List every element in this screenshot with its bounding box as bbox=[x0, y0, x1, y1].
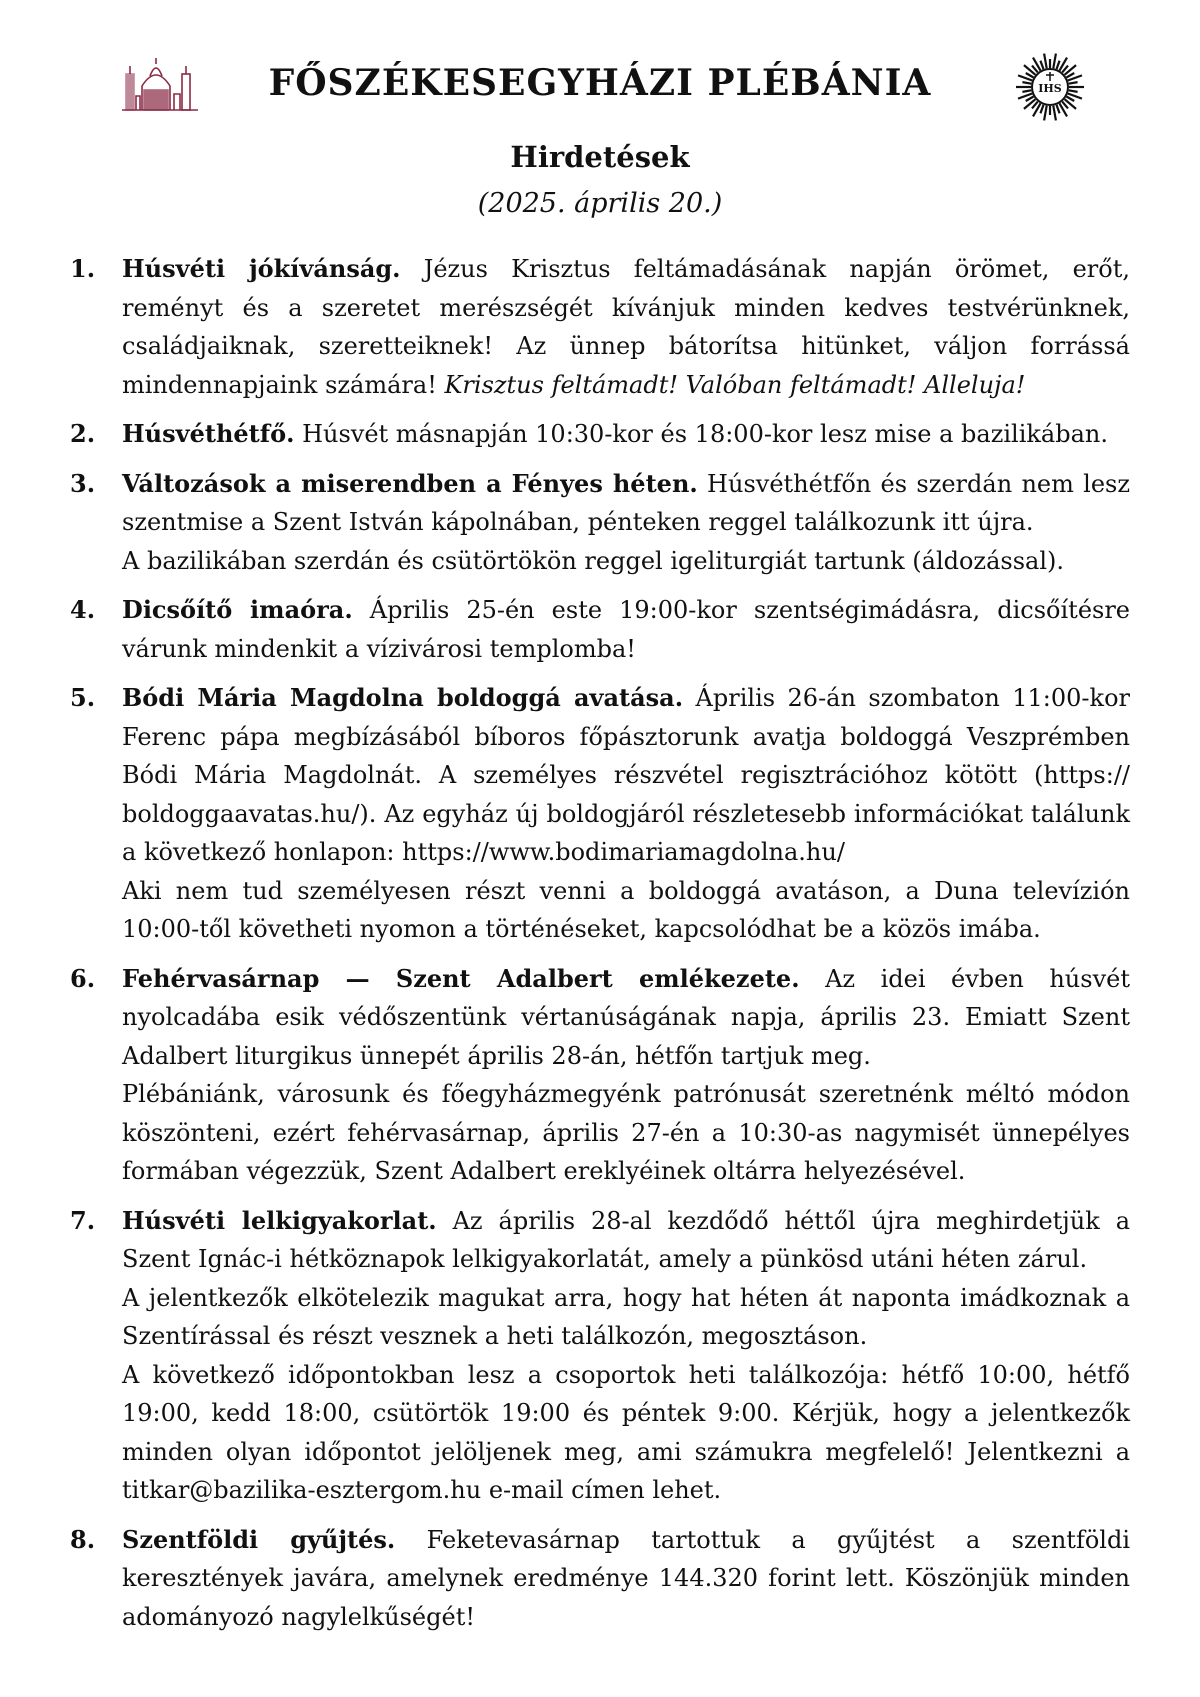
item-text: Feketevasárnap tartottuk a gyűjtést a szentföldi keresztények javára, amelynek eredménye 144.320 forint lett. Köszönjük minden adományozó nagylelkűségét! bbox=[122, 1525, 1130, 1631]
item-heading: Fehérvasárnap — Szent Adalbert emlékezete. bbox=[122, 963, 800, 993]
announcement-list bbox=[70, 250, 1130, 1647]
seal-ray bbox=[1053, 54, 1056, 69]
seal-ray bbox=[1056, 105, 1059, 113]
item-heading: Húsvéti lelkigyakorlat. bbox=[122, 1205, 437, 1235]
parish-title: FŐSZÉKESEGYHÁZI PLÉBÁNIA bbox=[268, 62, 932, 104]
seal-ray bbox=[1022, 82, 1031, 84]
seal-ray bbox=[1069, 82, 1078, 84]
section-title: Hirdetések bbox=[510, 140, 690, 174]
item-text: Húsvéthétfőn és szerdán nem lesz szentmise a Szent István kápolnában, pénteken reggel találkozunk itt újra. bbox=[122, 469, 1131, 536]
seal-ray bbox=[1026, 73, 1034, 78]
seal-ray bbox=[1040, 105, 1043, 113]
seal-ray bbox=[1022, 90, 1031, 92]
item-number: 4. bbox=[70, 595, 96, 624]
announcement-item bbox=[70, 1521, 1130, 1637]
announcement-item bbox=[70, 591, 1130, 668]
announcement-item bbox=[70, 415, 1130, 454]
seal-ray bbox=[1066, 97, 1074, 102]
item-italic-text: Krisztus feltámadt! Valóban feltámadt! Alleluja! bbox=[444, 370, 1026, 399]
item-paragraph bbox=[122, 1202, 1130, 1279]
item-number: 8. bbox=[70, 1524, 96, 1554]
item-number: 2. bbox=[70, 419, 96, 448]
seal-ray bbox=[1044, 54, 1047, 69]
item-paragraph bbox=[122, 465, 1130, 542]
item-number: 3. bbox=[70, 468, 96, 498]
seal-ray bbox=[1069, 90, 1078, 92]
seal-ray bbox=[1056, 61, 1059, 69]
announcement-item bbox=[70, 250, 1130, 404]
seal-ray bbox=[1066, 73, 1074, 78]
seal-ray bbox=[1026, 97, 1034, 102]
item-number: 7. bbox=[70, 1205, 96, 1235]
item-text: Április 26-án szombaton 11:00-kor Ferenc pápa megbízásából bíboros főpásztorunk avatja boldoggá Veszprémben Bódi Mária Magdolnát. A személyes részvétel regisztrációhoz kötött (https:// boldoggaavatas.hu/). Az egyház új boldogjáról részletesebb információkat találunk a következő honlapon: https://www.bodimariamagdolna.hu/ bbox=[122, 684, 1130, 866]
item-paragraph bbox=[122, 415, 1130, 454]
item-heading: Változások a miserendben a Fényes héten. bbox=[122, 468, 698, 498]
item-text: Húsvét másnapján 10:30-kor és 18:00-kor lesz mise a bazilikában. bbox=[294, 420, 1108, 448]
seal-lettering: IHS bbox=[1038, 82, 1062, 95]
item-heading: Szentföldi gyűjtés. bbox=[122, 1524, 396, 1554]
seal-ray bbox=[1044, 106, 1047, 121]
item-continuation: Aki nem tud személyesen részt venni a boldoggá avatáson, a Duna televízión 10:00-től követheti nyomon a történéseket, kapcsolódhat be a közös imába. bbox=[122, 876, 1130, 943]
item-continuation: A következő időpontokban lesz a csoportok heti találkozója: hétfő 10:00, hétfő 19:00, kedd 18:00, csütörtök 19:00 és péntek 9:00. Kérjük, hogy a jelentkezők minden olyan időpontot jelöljenek meg, ami számukra megfelelő! Jelentkezni a titkar@bazilika-esztergom.hu e-mail címen lehet. bbox=[122, 1360, 1130, 1504]
item-continuation: Plébániánk, városunk és főegyházmegyénk patrónusát szeretnénk méltó módon köszönteni, ezért fehérvasárnap, április 27-én a 10:30-as nagymisét ünnepélyes formában végezzük, Szent Adalbert ereklyéinek oltárra helyezésével. bbox=[122, 1080, 1130, 1185]
announcement-item bbox=[70, 679, 1130, 949]
item-paragraph bbox=[122, 960, 1130, 1076]
item-paragraph bbox=[122, 1521, 1130, 1637]
item-text: Jézus Krisztus feltámadásának napján örömet, erőt, reményt és a szeretet merészségét kívánjuk minden kedves testvérünknek, családjaiknak, szeretteiknek! Az ünnep bátorítsa hitünket, váljon forrássá mindennapjaink számára! bbox=[122, 255, 1131, 399]
item-paragraph bbox=[122, 591, 1130, 668]
ihs-seal-icon bbox=[1015, 52, 1085, 122]
item-heading: Bódi Mária Magdolna boldoggá avatása. bbox=[122, 683, 684, 712]
announcement-item bbox=[70, 960, 1130, 1191]
item-paragraph bbox=[122, 250, 1130, 404]
item-heading: Dicsőítő imaóra. bbox=[122, 595, 353, 624]
announcement-item bbox=[70, 465, 1130, 581]
item-number: 6. bbox=[70, 963, 96, 993]
item-heading: Húsvéthétfő. bbox=[122, 419, 295, 448]
seal-ray bbox=[1040, 61, 1043, 69]
bulletin-date: (2025. április 20.) bbox=[477, 188, 723, 219]
item-continuation: A jelentkezők elkötelezik magukat arra, hogy hat héten át naponta imádkoznak a Szentírással és részt vesznek a heti találkozón, megosztáson. bbox=[122, 1283, 1130, 1350]
item-number: 5. bbox=[70, 683, 96, 712]
item-text: Az idei évben húsvét nyolcadába esik védőszentünk vértanúságának napja, április 23. Emiatt Szent Adalbert liturgikus ünnepét április 28-án, hétfőn tartjuk meg. bbox=[122, 964, 1130, 1070]
item-continuation: A bazilikában szerdán és csütörtökön reggel igeliturgiát tartunk (áldozással). bbox=[122, 546, 1064, 575]
item-heading: Húsvéti jókívánság. bbox=[122, 254, 401, 283]
item-paragraph bbox=[122, 679, 1130, 872]
announcement-item bbox=[70, 1202, 1130, 1510]
item-text: Az április 28-al kezdődő héttől újra meghirdetjük a Szent Ignác-i hétköznapok lelkigyakorlatát, amely a pünkösd utáni héten zárul. bbox=[122, 1206, 1131, 1273]
seal-ray bbox=[1053, 106, 1056, 121]
page-header bbox=[0, 52, 1200, 122]
item-text: Április 25-én este 19:00-kor szentségimádásra, dicsőítésre várunk mindenkit a vízivárosi templomba! bbox=[122, 596, 1131, 663]
item-number: 1. bbox=[70, 254, 96, 283]
